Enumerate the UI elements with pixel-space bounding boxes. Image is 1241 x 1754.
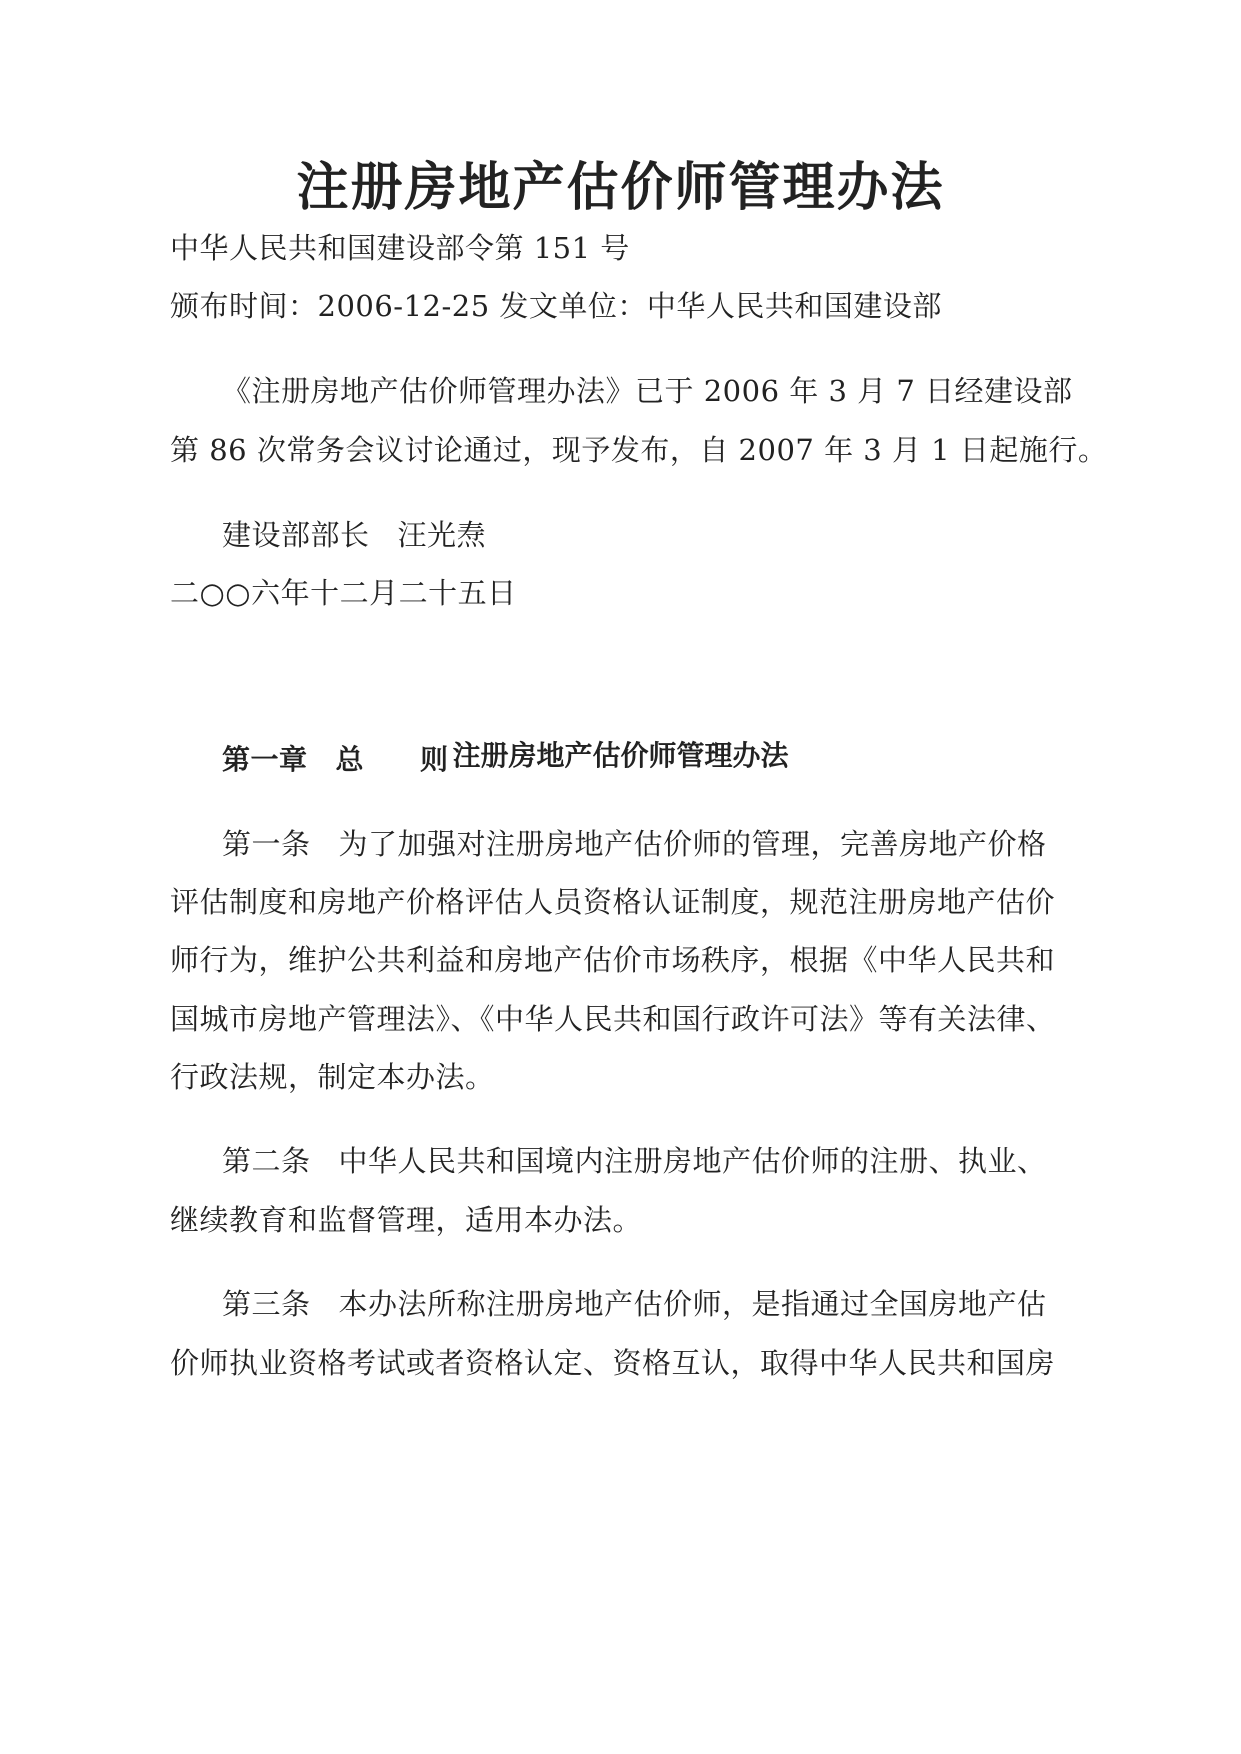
chapter-label: 第一章 [222,743,308,776]
article-1-label: 第一条 [222,827,311,861]
article-2-first-line [222,1143,1047,1179]
article-1-line-2: 评估制度和房地产价格评估人员资格认证制度，规范注册房地产估价 [170,885,1056,919]
article-1-line-4: 国城市房地产管理法》、《中华人民共和国行政许可法》等有关法律、 [170,1002,1056,1036]
chapter-heading [222,742,449,778]
document-subtitle: 注册房地产估价师管理办法 [452,739,789,772]
document-title: 注册房地产估价师管理办法 [296,157,945,218]
article-2-label: 第二条 [222,1144,311,1178]
article-1-line-3: 师行为，维护公共利益和房地产估价市场秩序，根据《中华人民共和 [170,943,1056,977]
order-line: 中华人民共和国建设部令第 151 号 [170,231,630,265]
signature-line [222,517,486,553]
article-3-label: 第三条 [222,1287,311,1321]
chapter-name-1: 总 [335,743,365,776]
publish-line: 颁布时间：2006-12-25 发文单位：中华人民共和国建设部 [170,289,942,323]
signature-role: 建设部部长 [222,518,370,552]
signature-name: 汪光焘 [397,518,487,552]
intro-line-2: 第 86 次常务会议讨论通过，现予发布，自 2007 年 3 月 1 日起施行。 [170,433,1108,467]
article-3-line-2: 价师执业资格考试或者资格认定、资格互认，取得中华人民共和国房 [170,1346,1056,1380]
intro-line-1: 《注册房地产估价师管理办法》已于 2006 年 3 月 7 日经建设部 [222,374,1073,408]
article-1-text-1: 为了加强对注册房地产估价师的管理，完善房地产价格 [338,827,1047,861]
document-date: 二○○六年十二月二十五日 [170,576,517,610]
article-2-text-1: 中华人民共和国境内注册房地产估价师的注册、执业、 [338,1144,1047,1178]
article-3-text-1: 本办法所称注册房地产估价师，是指通过全国房地产估 [338,1287,1047,1321]
article-1-first-line [222,826,1047,862]
chapter-name-2: 则 [420,743,449,776]
article-3-first-line [222,1286,1047,1322]
article-1-line-5: 行政法规，制定本办法。 [170,1060,495,1094]
article-2-line-2: 继续教育和监督管理，适用本办法。 [170,1203,643,1237]
